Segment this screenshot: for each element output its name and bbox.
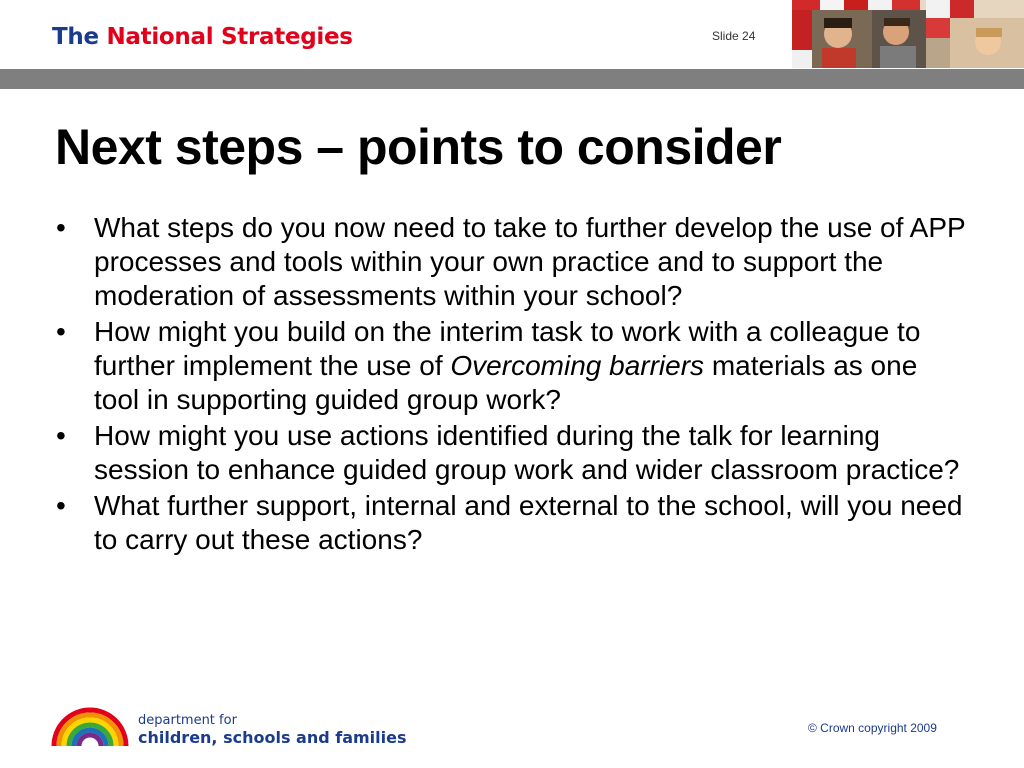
header-photo-strip [792,0,1024,68]
bullet-list [56,211,966,559]
bullet-text: How might you build on the interim task to work with a colleague to further implement the use of [94,316,921,381]
bullet-item [56,315,966,417]
bullet-text: What further support, internal and external to the school, will you need to carry out these actions? [94,490,963,555]
header-grey-bar [0,69,1024,89]
bullet-item [56,211,966,313]
rainbow-logo [50,704,130,748]
bullet-text-italic: Overcoming barriers [450,350,705,381]
bullet-marker: • [56,316,66,347]
bullet-item [56,419,966,487]
bullet-marker: • [56,490,66,521]
slide-number: Slide 24 [712,29,756,43]
dept-line-1: department for [138,713,237,728]
brand-name: National Strategies [106,24,353,50]
bullet-marker: • [56,212,66,243]
bullet-marker: • [56,420,66,451]
dept-line-2: children, schools and families [138,728,407,747]
slide-header [0,0,1024,70]
bullet-text: What steps do you now need to take to further develop the use of APP processes and tools within your own practice and to support the moderation of assessments within your school? [94,212,966,311]
dcsf-wordmark [138,713,407,748]
brand-the: The [52,24,99,50]
bullet-text: How might you use actions identified during the talk for learning session to enhance guided group work and wider classroom practice? [94,420,960,485]
bullet-item [56,489,966,557]
national-strategies-logo [52,24,353,50]
bullet-text: materials as one tool in supporting guided group work? [94,350,918,415]
slide-title: Next steps – points to consider [55,119,782,175]
copyright-notice: © Crown copyright 2009 [808,721,937,735]
